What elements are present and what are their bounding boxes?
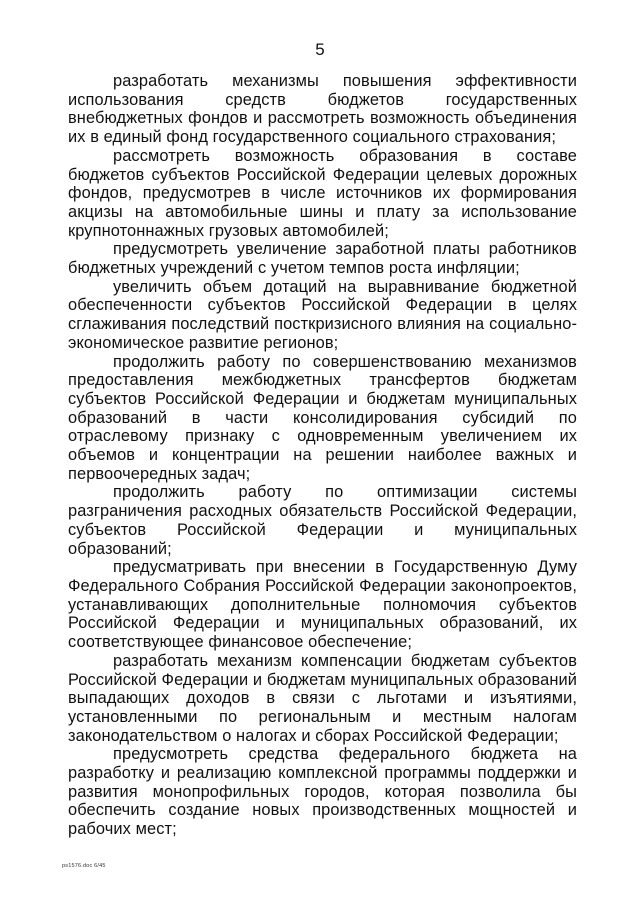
paragraph-interbudget-transfers: продолжить работу по совершенствованию механизмов предоставления межбюджетных трансфертов бюджетам субъектов Российской Федерации и бюджетам муниципальных образований в части консолидирования субсидий по отраслевому признаку с одновременным увеличением их объемов и концентрации на решении наиболее важных и первоочередных задач;	[68, 352, 577, 483]
paragraph-monotowns-program: предусмотреть средства федерального бюджета на разработку и реализацию комплексной программы поддержки и развития монопрофильных городов, которая позволила бы обеспечить создание новых производственных мощностей и рабочих мест;	[68, 745, 577, 839]
paragraph-subsidies-equalization: увеличить объем дотаций на выравнивание бюджетной обеспеченности субъектов Российской Федерации в целях сглаживания последствий посткризисного влияния на социально-экономическое развитие регионов;	[68, 277, 577, 352]
paragraph-draft-laws: предусматривать при внесении в Государственную Думу Федерального Собрания Российской Федерации законопроектов, устанавливающих дополнительные полномочия субъектов Российской Федерации и муниципальных образований, их соответствующее финансовое обеспечение;	[68, 558, 577, 652]
paragraph-compensation-mechanism: разработать механизм компенсации бюджетам субъектов Российской Федерации и бюджетам муниципальных образований выпадающих доходов в связи с льготами и изъятиями, установленными по региональным и местным налогам законодательством о налогах и сборах Российской Федерации;	[68, 651, 577, 745]
paragraph-road-funds: рассмотреть возможность образования в составе бюджетов субъектов Российской Федерации целевых дорожных фондов, предусмотрев в числе источников их формирования акцизы на автомобильные шины и плату за использование крупнотоннажных грузовых автомобилей;	[68, 146, 577, 240]
paragraph-salaries: предусмотреть увеличение заработной платы работников бюджетных учреждений с учетом темпов роста инфляции;	[68, 240, 577, 278]
paragraph-budget-funds: разработать механизмы повышения эффективности использования средств бюджетов государственных внебюджетных фондов и рассмотреть возможность объединения их в единый фонд государственного социального страхования;	[68, 72, 577, 147]
page-number: 5	[315, 40, 325, 59]
document-body	[68, 72, 577, 839]
footer-document-code: ps1576.doc 6/45	[62, 863, 106, 869]
paragraph-expenditure-obligations: продолжить работу по оптимизации системы разграничения расходных обязательств Российской Федерации, субъектов Российской Федерации и муниципальных образований;	[68, 483, 577, 558]
